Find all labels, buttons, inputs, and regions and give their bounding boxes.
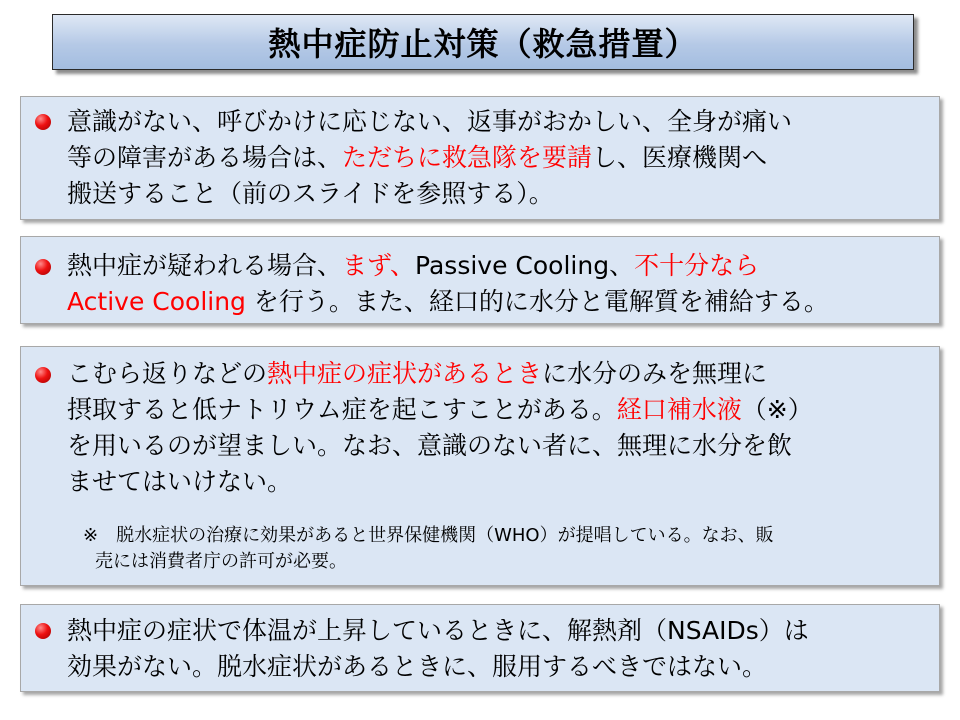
text-line: 搬送すること（前のスライドを参照する）。 xyxy=(67,179,554,208)
bullet-icon xyxy=(35,367,51,383)
text-line: 意識がない、呼びかけに応じない、返事がおかしい、全身が痛い xyxy=(67,107,793,136)
text-line: ませてはいけない。 xyxy=(67,467,293,496)
item-text-3 xyxy=(67,356,929,500)
text-line: 効果がない。脱水症状があるときに、服用するべきではない。 xyxy=(67,652,768,681)
item-text-2 xyxy=(67,248,929,320)
text-line: 摂取すると低ナトリウム症を起こすことがある。経口補水液（※） xyxy=(67,395,813,424)
item-box-4 xyxy=(20,604,940,692)
bullet-icon xyxy=(35,623,51,639)
title-banner xyxy=(52,14,914,70)
text-line: Active Cooling を行う。また、経口的に水分と電解質を補給する。 xyxy=(67,287,829,316)
footnote xyxy=(83,523,929,575)
slide-title: 熱中症防止対策（救急措置） xyxy=(268,25,698,63)
text-line: こむら返りなどの熱中症の症状があるときに水分のみを無理に xyxy=(67,359,768,388)
highlight-text: 不十分なら xyxy=(634,251,760,280)
highlight-text: ただちに救急隊を要請 xyxy=(342,143,593,172)
bullet-icon xyxy=(35,114,51,130)
bullet-icon xyxy=(35,259,51,275)
text-line: 等の障害がある場合は、ただちに救急隊を要請し、医療機関へ xyxy=(67,143,768,172)
item-box-2 xyxy=(20,236,940,324)
text-line: 熱中症の症状で体温が上昇しているときに、解熱剤（NSAIDs）は xyxy=(67,616,809,645)
highlight-text: まず、 xyxy=(342,251,416,280)
text-line: 熱中症が疑われる場合、まず、Passive Cooling、不十分なら xyxy=(67,251,760,280)
item-text-1 xyxy=(67,104,929,212)
item-text-4 xyxy=(67,613,929,685)
highlight-text: 熱中症の症状があるとき xyxy=(267,359,543,388)
item-box-3 xyxy=(20,346,940,586)
highlight-text: Active Cooling xyxy=(67,287,246,316)
item-box-1 xyxy=(20,96,940,220)
highlight-text: 経口補水液 xyxy=(616,395,742,424)
text-line: を用いるのが望ましい。なお、意識のない者に、無理に水分を飲 xyxy=(67,431,793,460)
footnote-line: 売には消費者庁の許可が必要。 xyxy=(95,551,347,572)
footnote-line: ※ 脱水症状の治療に効果があると世界保健機関（WHO）が提唱している。なお、販 xyxy=(83,525,774,546)
